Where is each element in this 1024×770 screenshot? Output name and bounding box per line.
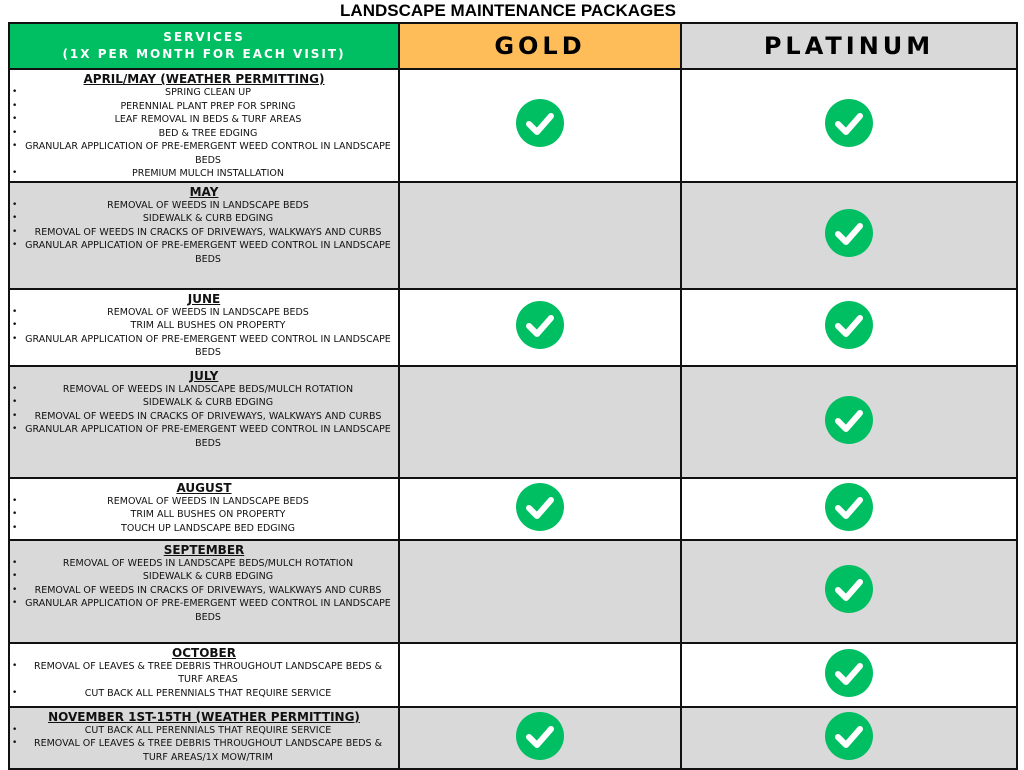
platinum-cell <box>681 182 1017 289</box>
gold-cell <box>399 69 681 182</box>
services-cell <box>9 366 399 478</box>
check-circle-icon <box>516 99 564 147</box>
check-circle-icon <box>825 209 873 257</box>
gold-header: GOLD <box>399 23 681 69</box>
table-row <box>9 643 1017 707</box>
month-heading: NOVEMBER 1ST-15TH (WEATHER PERMITTING) <box>48 709 360 724</box>
month-heading: JUNE <box>187 291 221 306</box>
service-item: • GRANULAR APPLICATION OF PRE-EMERGENT WEED CONTROL IN LANDSCAPE BEDS <box>10 333 398 360</box>
services-cell <box>9 643 399 707</box>
platinum-cell <box>681 289 1017 366</box>
check-circle-icon <box>825 565 873 613</box>
service-list <box>10 495 398 536</box>
service-item: • CUT BACK ALL PERENNIALS THAT REQUIRE SERVICE <box>10 724 398 738</box>
services-cell <box>9 478 399 540</box>
services-header-subtitle: (1X PER MONTH FOR EACH VISIT) <box>62 47 346 61</box>
service-list <box>10 660 398 701</box>
service-item: • REMOVAL OF WEEDS IN CRACKS OF DRIVEWAYS, WALKWAYS AND CURBS <box>10 410 398 424</box>
gold-cell <box>399 366 681 478</box>
gold-cell <box>399 643 681 707</box>
service-item: • REMOVAL OF WEEDS IN LANDSCAPE BEDS <box>10 495 398 509</box>
header-row <box>9 23 1017 69</box>
platinum-cell <box>681 540 1017 643</box>
check-circle-icon <box>825 712 873 760</box>
service-item: • TRIM ALL BUSHES ON PROPERTY <box>10 508 398 522</box>
service-item: • REMOVAL OF WEEDS IN LANDSCAPE BEDS/MULCH ROTATION <box>10 557 398 571</box>
service-item: • PREMIUM MULCH INSTALLATION <box>10 167 398 181</box>
service-item: • REMOVAL OF WEEDS IN CRACKS OF DRIVEWAYS, WALKWAYS AND CURBS <box>10 584 398 598</box>
platinum-header: PLATINUM <box>681 23 1017 69</box>
service-item: • BED & TREE EDGING <box>10 127 398 141</box>
services-cell <box>9 69 399 182</box>
service-item: • REMOVAL OF WEEDS IN LANDSCAPE BEDS <box>10 306 398 320</box>
table-row <box>9 69 1017 182</box>
service-item: • REMOVAL OF WEEDS IN CRACKS OF DRIVEWAYS, WALKWAYS AND CURBS <box>10 226 398 240</box>
table-row <box>9 478 1017 540</box>
service-item: • GRANULAR APPLICATION OF PRE-EMERGENT WEED CONTROL IN LANDSCAPE BEDS <box>10 140 398 167</box>
check-circle-icon <box>516 301 564 349</box>
services-cell <box>9 182 399 289</box>
gold-cell <box>399 540 681 643</box>
month-heading: OCTOBER <box>172 645 236 660</box>
table-row <box>9 366 1017 478</box>
service-item: • GRANULAR APPLICATION OF PRE-EMERGENT WEED CONTROL IN LANDSCAPE BEDS <box>10 597 398 624</box>
service-item: • SIDEWALK & CURB EDGING <box>10 396 398 410</box>
gold-cell <box>399 478 681 540</box>
check-circle-icon <box>825 301 873 349</box>
check-circle-icon <box>825 483 873 531</box>
table-row <box>9 182 1017 289</box>
table-row <box>9 707 1017 769</box>
service-list <box>10 86 398 181</box>
platinum-cell <box>681 69 1017 182</box>
services-cell <box>9 540 399 643</box>
table-row <box>9 540 1017 643</box>
service-item: • SIDEWALK & CURB EDGING <box>10 212 398 226</box>
service-list <box>10 199 398 267</box>
service-item: • GRANULAR APPLICATION OF PRE-EMERGENT WEED CONTROL IN LANDSCAPE BEDS <box>10 239 398 266</box>
services-header <box>9 23 399 69</box>
service-list <box>10 306 398 360</box>
platinum-cell <box>681 643 1017 707</box>
service-item: • REMOVAL OF WEEDS IN LANDSCAPE BEDS <box>10 199 398 213</box>
platinum-cell <box>681 707 1017 769</box>
gold-cell <box>399 707 681 769</box>
month-heading: JULY <box>189 368 219 383</box>
service-item: • GRANULAR APPLICATION OF PRE-EMERGENT WEED CONTROL IN LANDSCAPE BEDS <box>10 423 398 450</box>
services-header-title: SERVICES <box>163 30 245 44</box>
gold-cell <box>399 289 681 366</box>
service-item: • REMOVAL OF LEAVES & TREE DEBRIS THROUGHOUT LANDSCAPE BEDS & TURF AREAS/1X MOW/TRIM <box>10 737 398 764</box>
service-item: • TRIM ALL BUSHES ON PROPERTY <box>10 319 398 333</box>
service-item: • SPRING CLEAN UP <box>10 86 398 100</box>
month-heading: SEPTEMBER <box>163 542 245 557</box>
service-item: • PERENNIAL PLANT PREP FOR SPRING <box>10 100 398 114</box>
service-list <box>10 557 398 625</box>
month-heading: MAY <box>189 184 219 199</box>
platinum-cell <box>681 478 1017 540</box>
check-circle-icon <box>516 483 564 531</box>
check-circle-icon <box>516 712 564 760</box>
month-heading: AUGUST <box>176 480 232 495</box>
service-item: • REMOVAL OF WEEDS IN LANDSCAPE BEDS/MULCH ROTATION <box>10 383 398 397</box>
service-item: • REMOVAL OF LEAVES & TREE DEBRIS THROUGHOUT LANDSCAPE BEDS & TURF AREAS <box>10 660 398 687</box>
services-cell <box>9 707 399 769</box>
packages-table <box>8 22 1018 770</box>
service-list <box>10 383 398 451</box>
service-item: • SIDEWALK & CURB EDGING <box>10 570 398 584</box>
check-circle-icon <box>825 649 873 697</box>
service-item: • CUT BACK ALL PERENNIALS THAT REQUIRE SERVICE <box>10 687 398 701</box>
service-item: • TOUCH UP LANDSCAPE BED EDGING <box>10 522 398 536</box>
services-cell <box>9 289 399 366</box>
month-heading: APRIL/MAY (WEATHER PERMITTING) <box>83 72 325 86</box>
page-title: LANDSCAPE MAINTENANCE PACKAGES <box>340 1 676 20</box>
check-circle-icon <box>825 396 873 444</box>
check-circle-icon <box>825 99 873 147</box>
service-list <box>10 724 398 765</box>
service-item: • LEAF REMOVAL IN BEDS & TURF AREAS <box>10 113 398 127</box>
gold-cell <box>399 182 681 289</box>
platinum-cell <box>681 366 1017 478</box>
table-row <box>9 289 1017 366</box>
